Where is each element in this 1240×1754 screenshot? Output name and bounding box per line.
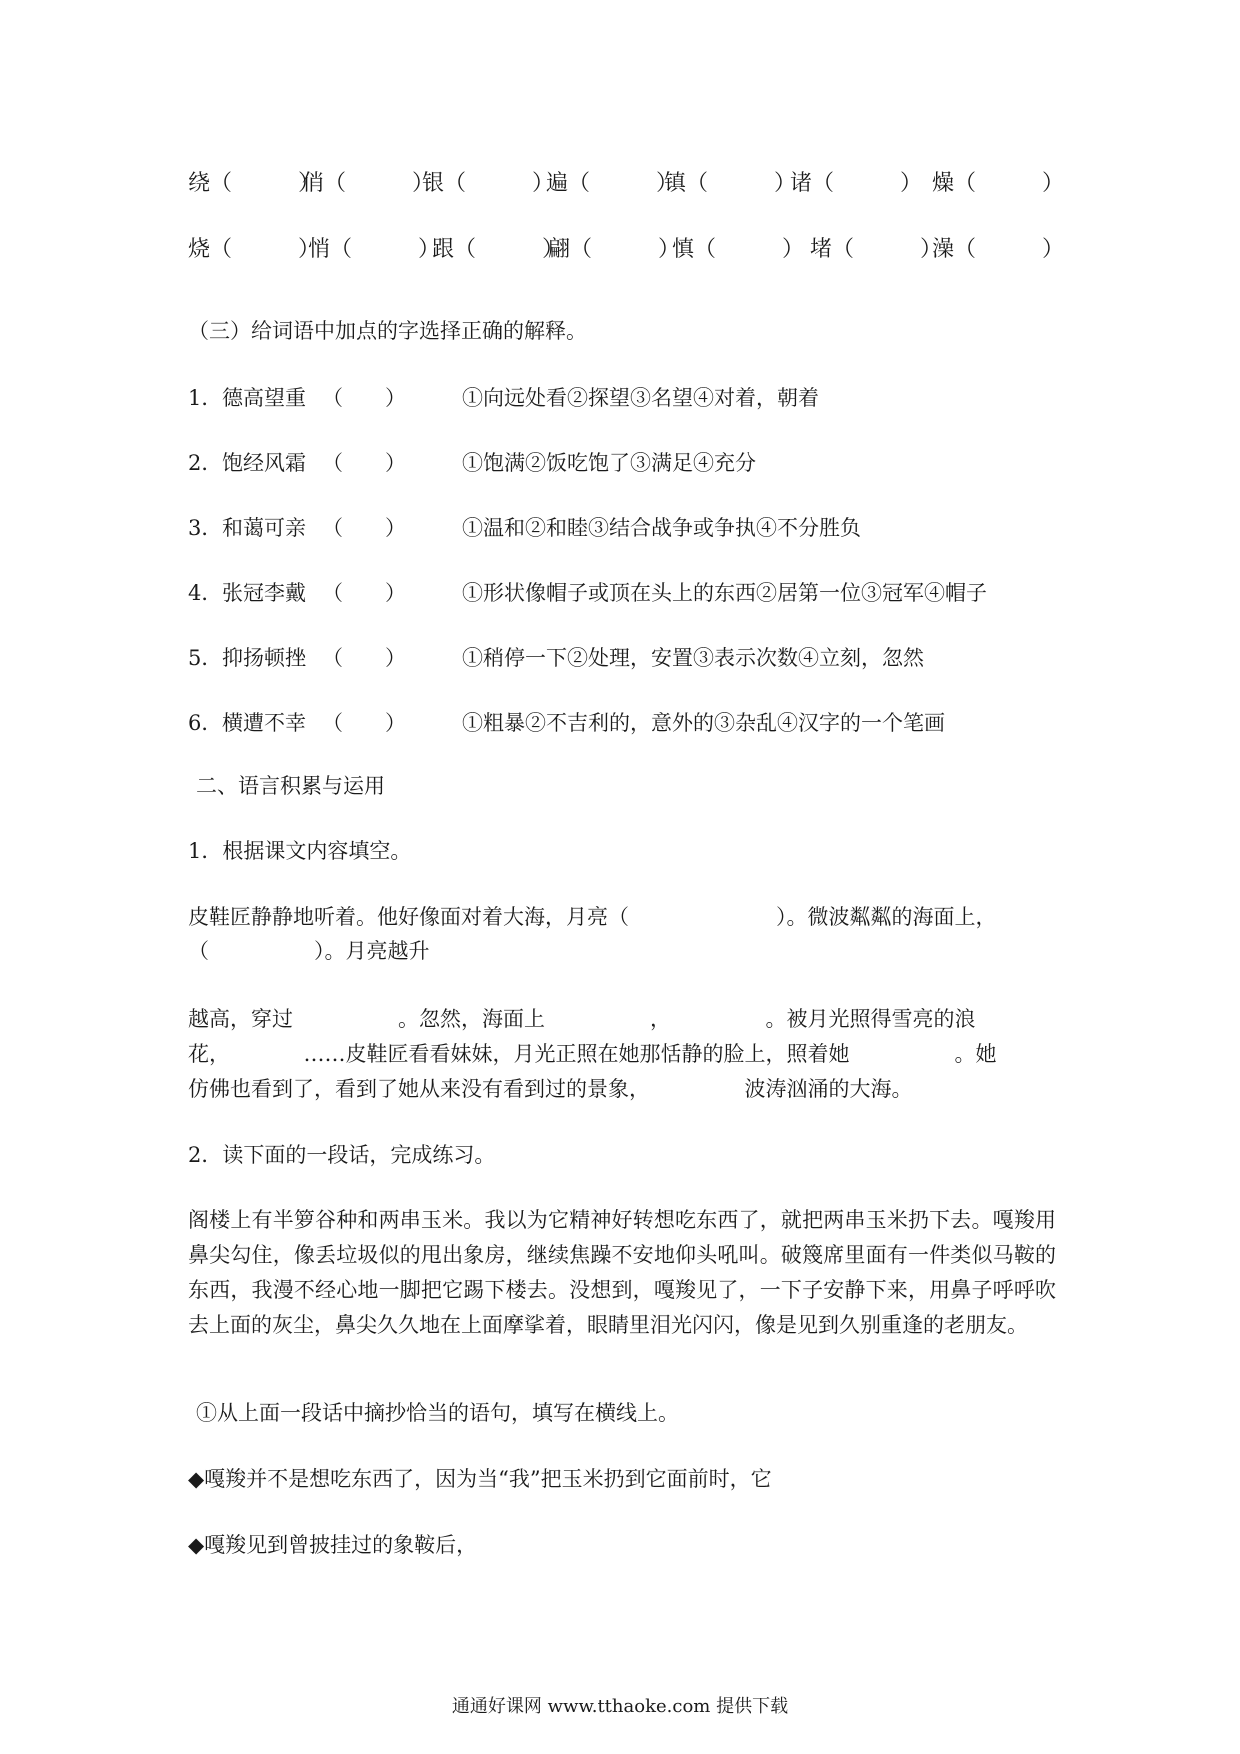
item-word: 张冠李戴: [222, 581, 306, 605]
section3-title: （三）给词语中加点的字选择正确的解释。: [188, 319, 587, 343]
char-cell: 燥（ ）: [932, 171, 1065, 196]
char-cell: 烧（ ）: [188, 237, 321, 262]
item-options: ①稍停一下②处理，安置③表示次数④立刻，忽然: [462, 646, 924, 670]
char-cell: 澡（ ）: [932, 237, 1065, 262]
item-options: ①饱满②饭吃饱了③满足④充分: [462, 451, 756, 475]
item-word: 横遭不幸: [222, 711, 306, 735]
item-number: 6．: [188, 711, 223, 735]
q1-paragraph2-line3: 仿佛也看到了，看到了她从来没有看到过的景象， 波涛汹涌的大海。: [188, 1077, 913, 1101]
q1-paragraph1-line1: 皮鞋匠静静地听着。他好像面对着大海，月亮（ ）。微波粼粼的海面上，: [188, 905, 997, 929]
question1-title: 1．根据课文内容填空。: [188, 839, 412, 863]
answer-blank: （ ）: [322, 646, 406, 670]
item-word: 抑扬顿挫: [222, 646, 306, 670]
item-options: ①形状像帽子或顶在头上的东西②居第一位③冠军④帽子: [462, 581, 987, 605]
q2-passage: 阁楼上有半箩谷种和两串玉米。我以为它精神好转想吃东西了，就把两串玉米扔下去。嘎羧用鼻尖勾住，像丢垃圾似的甩出象房，继续焦躁不安地仰头吼叫。破篾席里面有一件类似马鞍的东西，我漫不经心地一脚把它踢下楼去。没想到，嘎羧见了，一下子安静下来，用鼻子呼呼吹去上面的灰尘，鼻尖久久地在上面摩挲着，眼睛里泪光闪闪，像是见到久别重逢的老朋友。: [188, 1208, 1056, 1337]
char-row-1: [0, 166, 1240, 196]
item-number: 4．: [188, 581, 223, 605]
item-word: 饱经风霜: [222, 451, 306, 475]
q1-paragraph2-line2: 花， ……皮鞋匠看看妹妹，月光正照在她那恬静的脸上，照着她 。她: [188, 1042, 997, 1066]
item-options: ①温和②和睦③结合战争或争执④不分胜负: [462, 516, 861, 540]
char-cell: 悄（ ）: [308, 237, 441, 262]
char-cell: 绕（ ）: [188, 171, 321, 196]
q2-bullet1: ◆嘎羧并不是想吃东西了，因为当“我”把玉米扔到它面前时，它: [188, 1467, 772, 1491]
char-cell: 遍（ ）: [546, 171, 679, 196]
char-row-2: [0, 232, 1240, 262]
q1-paragraph1-line2: （ ）。月亮越升: [188, 939, 430, 963]
char-cell: 诸（ ）: [790, 171, 923, 196]
item-number: 2．: [188, 451, 223, 475]
answer-blank: （ ）: [322, 581, 406, 605]
q2-subquestion1: ①从上面一段话中摘抄恰当的语句，填写在横线上。: [196, 1401, 679, 1425]
char-cell: 堵（ ）: [810, 237, 943, 262]
item-options: ①粗暴②不吉利的，意外的③杂乱④汉字的一个笔画: [462, 711, 945, 735]
q1-paragraph2-line1: 越高，穿过 。忽然，海面上 ， 。被月光照得雪亮的浪: [188, 1007, 976, 1031]
item-word: 德高望重: [222, 386, 306, 410]
answer-blank: （ ）: [322, 451, 406, 475]
question2-title: 2．读下面的一段话，完成练习。: [188, 1143, 496, 1167]
char-cell: 翩（ ）: [548, 237, 681, 262]
item-number: 5．: [188, 646, 223, 670]
footer-watermark: 通通好课网 www.tthaoke.com 提供下载: [451, 1696, 789, 1717]
q2-bullet2: ◆嘎羧见到曾披挂过的象鞍后，: [188, 1533, 478, 1557]
char-cell: 银（ ）: [422, 171, 555, 196]
item-number: 3．: [188, 516, 223, 540]
char-cell: 俏（ ）: [302, 171, 435, 196]
section2-title: 二、语言积累与运用: [196, 774, 385, 798]
answer-blank: （ ）: [322, 711, 406, 735]
answer-blank: （ ）: [322, 386, 406, 410]
item-word: 和蔼可亲: [222, 516, 306, 540]
char-cell: 镇（ ）: [664, 171, 797, 196]
item-options: ①向远处看②探望③名望④对着，朝着: [462, 386, 819, 410]
char-cell: 慎（ ）: [672, 237, 805, 262]
answer-blank: （ ）: [322, 516, 406, 540]
char-cell: 跟（ ）: [432, 237, 565, 262]
item-number: 1．: [188, 386, 223, 410]
